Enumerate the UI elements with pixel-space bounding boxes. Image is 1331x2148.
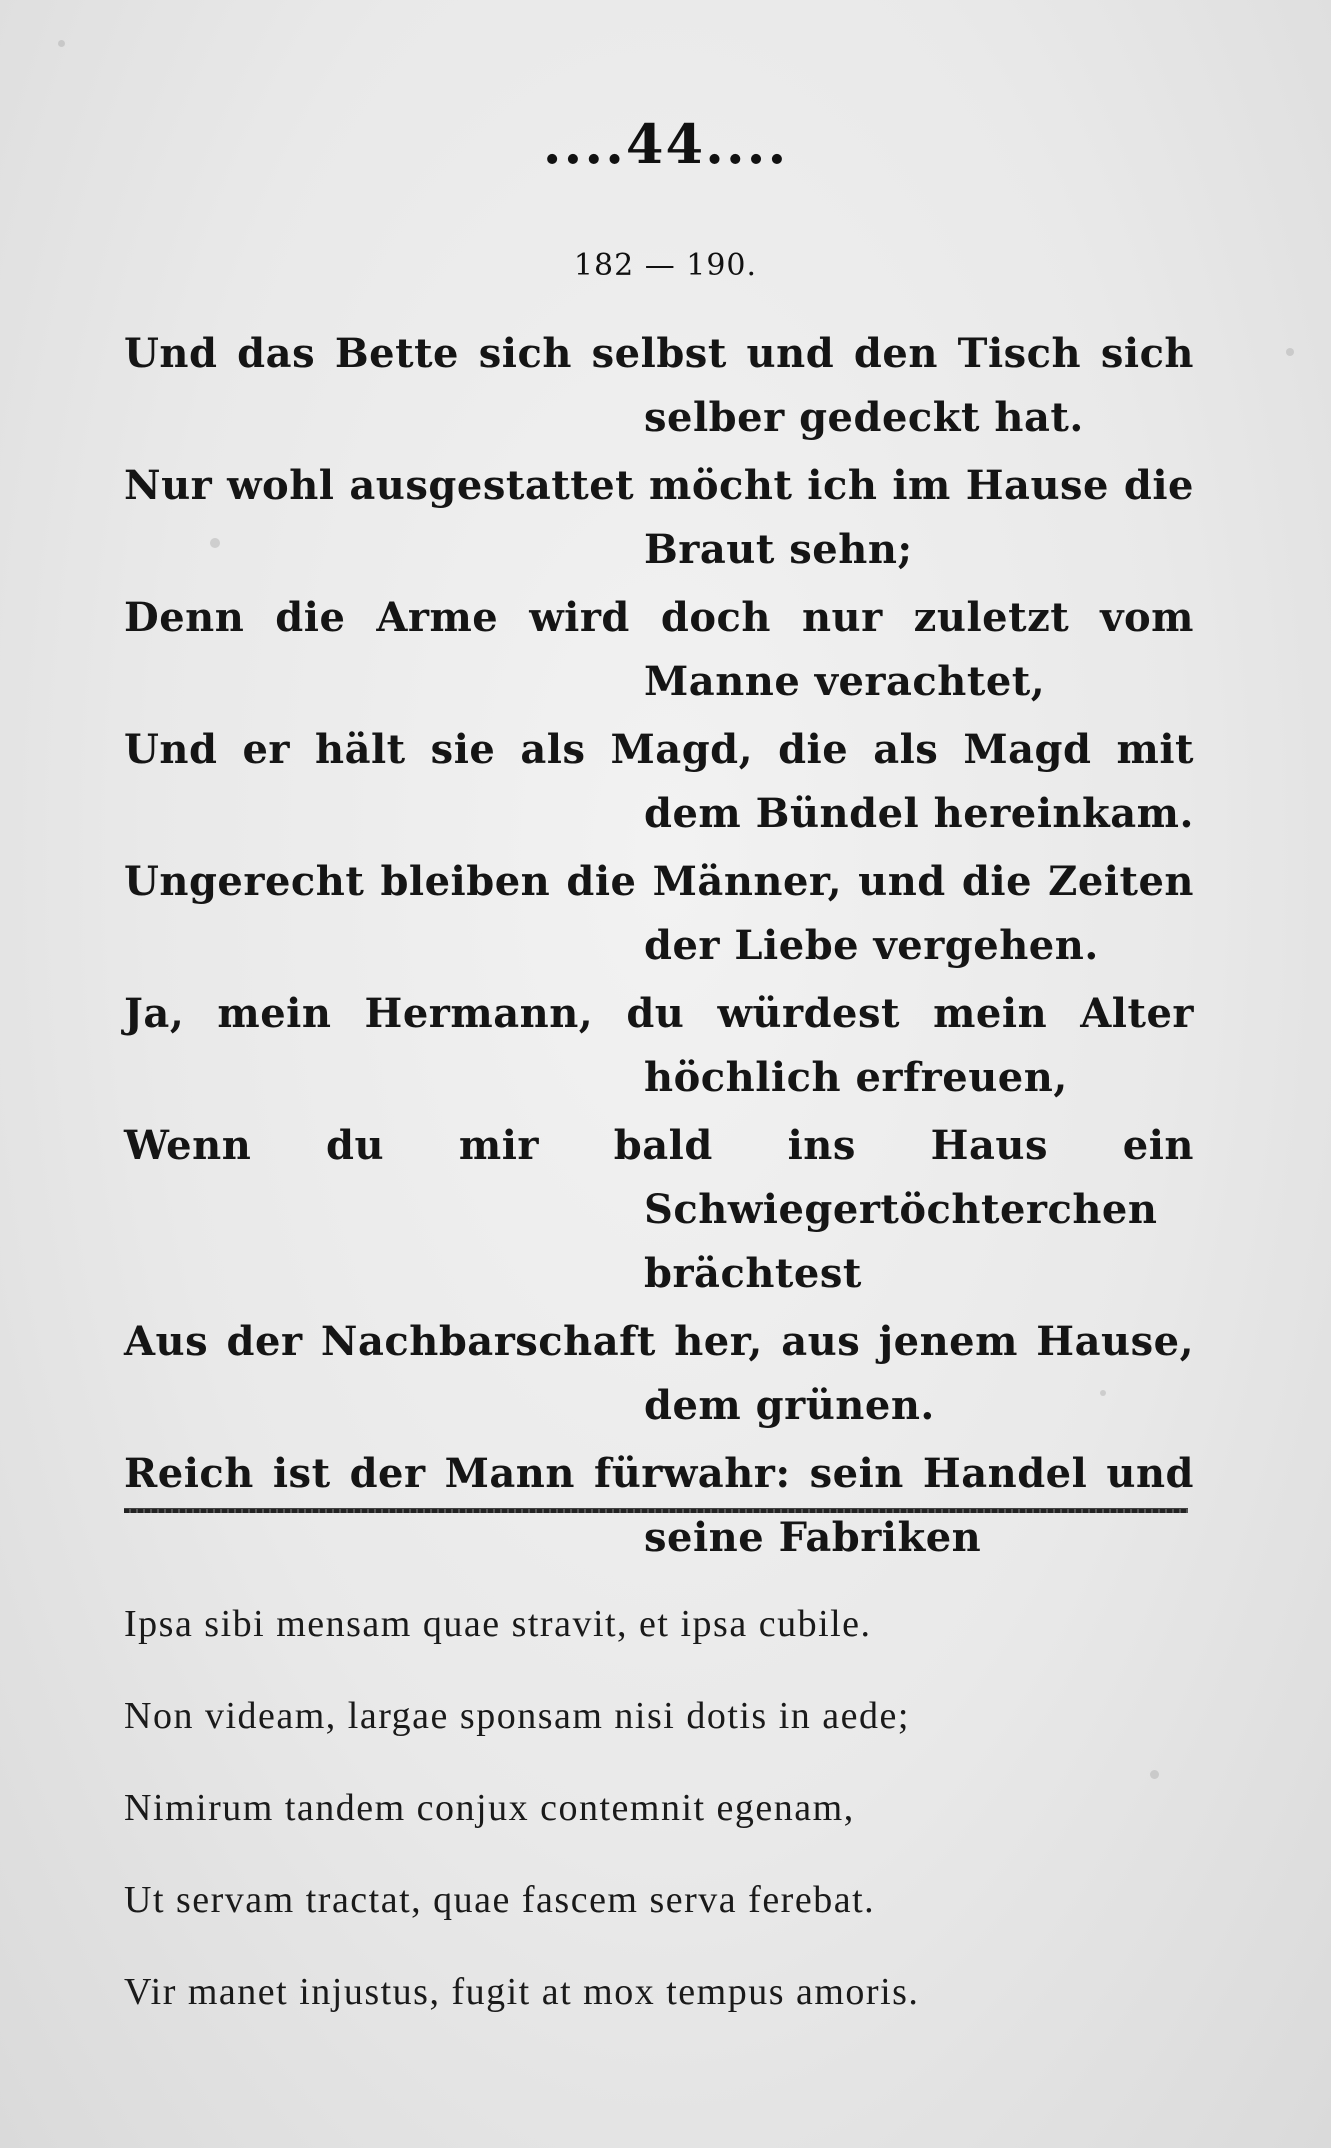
verse-line: Ungerecht bleiben die Männer, und die Zeiten der Liebe vergehen. [124,858,1194,969]
verse-line: Aus der Nachbarschaft her, aus jenem Hause, dem grünen. [124,1318,1194,1429]
verse-line: Wenn du mir bald ins Haus ein Schwiegertöchterchen brächtest [124,1122,1194,1297]
latin-line: Vir manet injustus, fugit at mox tempus amoris. [124,1971,920,2013]
verse-line: Und das Bette sich selbst und den Tisch sich selber gedeckt hat. [124,330,1194,441]
line-range: 182 — 190. [573,248,758,283]
paper-speck [1286,348,1294,356]
german-verse-block [124,322,1194,1574]
latin-line: Ipsa sibi mensam quae stravit, et ipsa cubile. [124,1603,872,1645]
latin-line: Nimirum tandem conjux contemnit egenam, [124,1787,855,1829]
page-number: ....44.... [542,112,789,176]
verse-line: Nur wohl ausgestattet möcht ich im Hause die Braut sehn; [124,462,1194,573]
latin-line: Non videam, largae sponsam nisi dotis in aede; [124,1695,910,1737]
latin-line: Ut servam tractat, quae fascem serva ferebat. [124,1879,876,1921]
paper-speck [58,40,65,47]
section-divider [124,1508,1188,1513]
verse-line: Denn die Arme wird doch nur zuletzt vom Manne verachtet, [124,594,1194,705]
latin-verse-block [124,1578,1184,2038]
verse-line: Ja, mein Hermann, du würdest mein Alter höchlich erfreuen, [124,990,1194,1101]
verse-line: Reich ist der Mann fürwahr: sein Handel und seine Fabriken [124,1450,1194,1561]
verse-line: Und er hält sie als Magd, die als Magd mit dem Bündel hereinkam. [124,726,1194,837]
